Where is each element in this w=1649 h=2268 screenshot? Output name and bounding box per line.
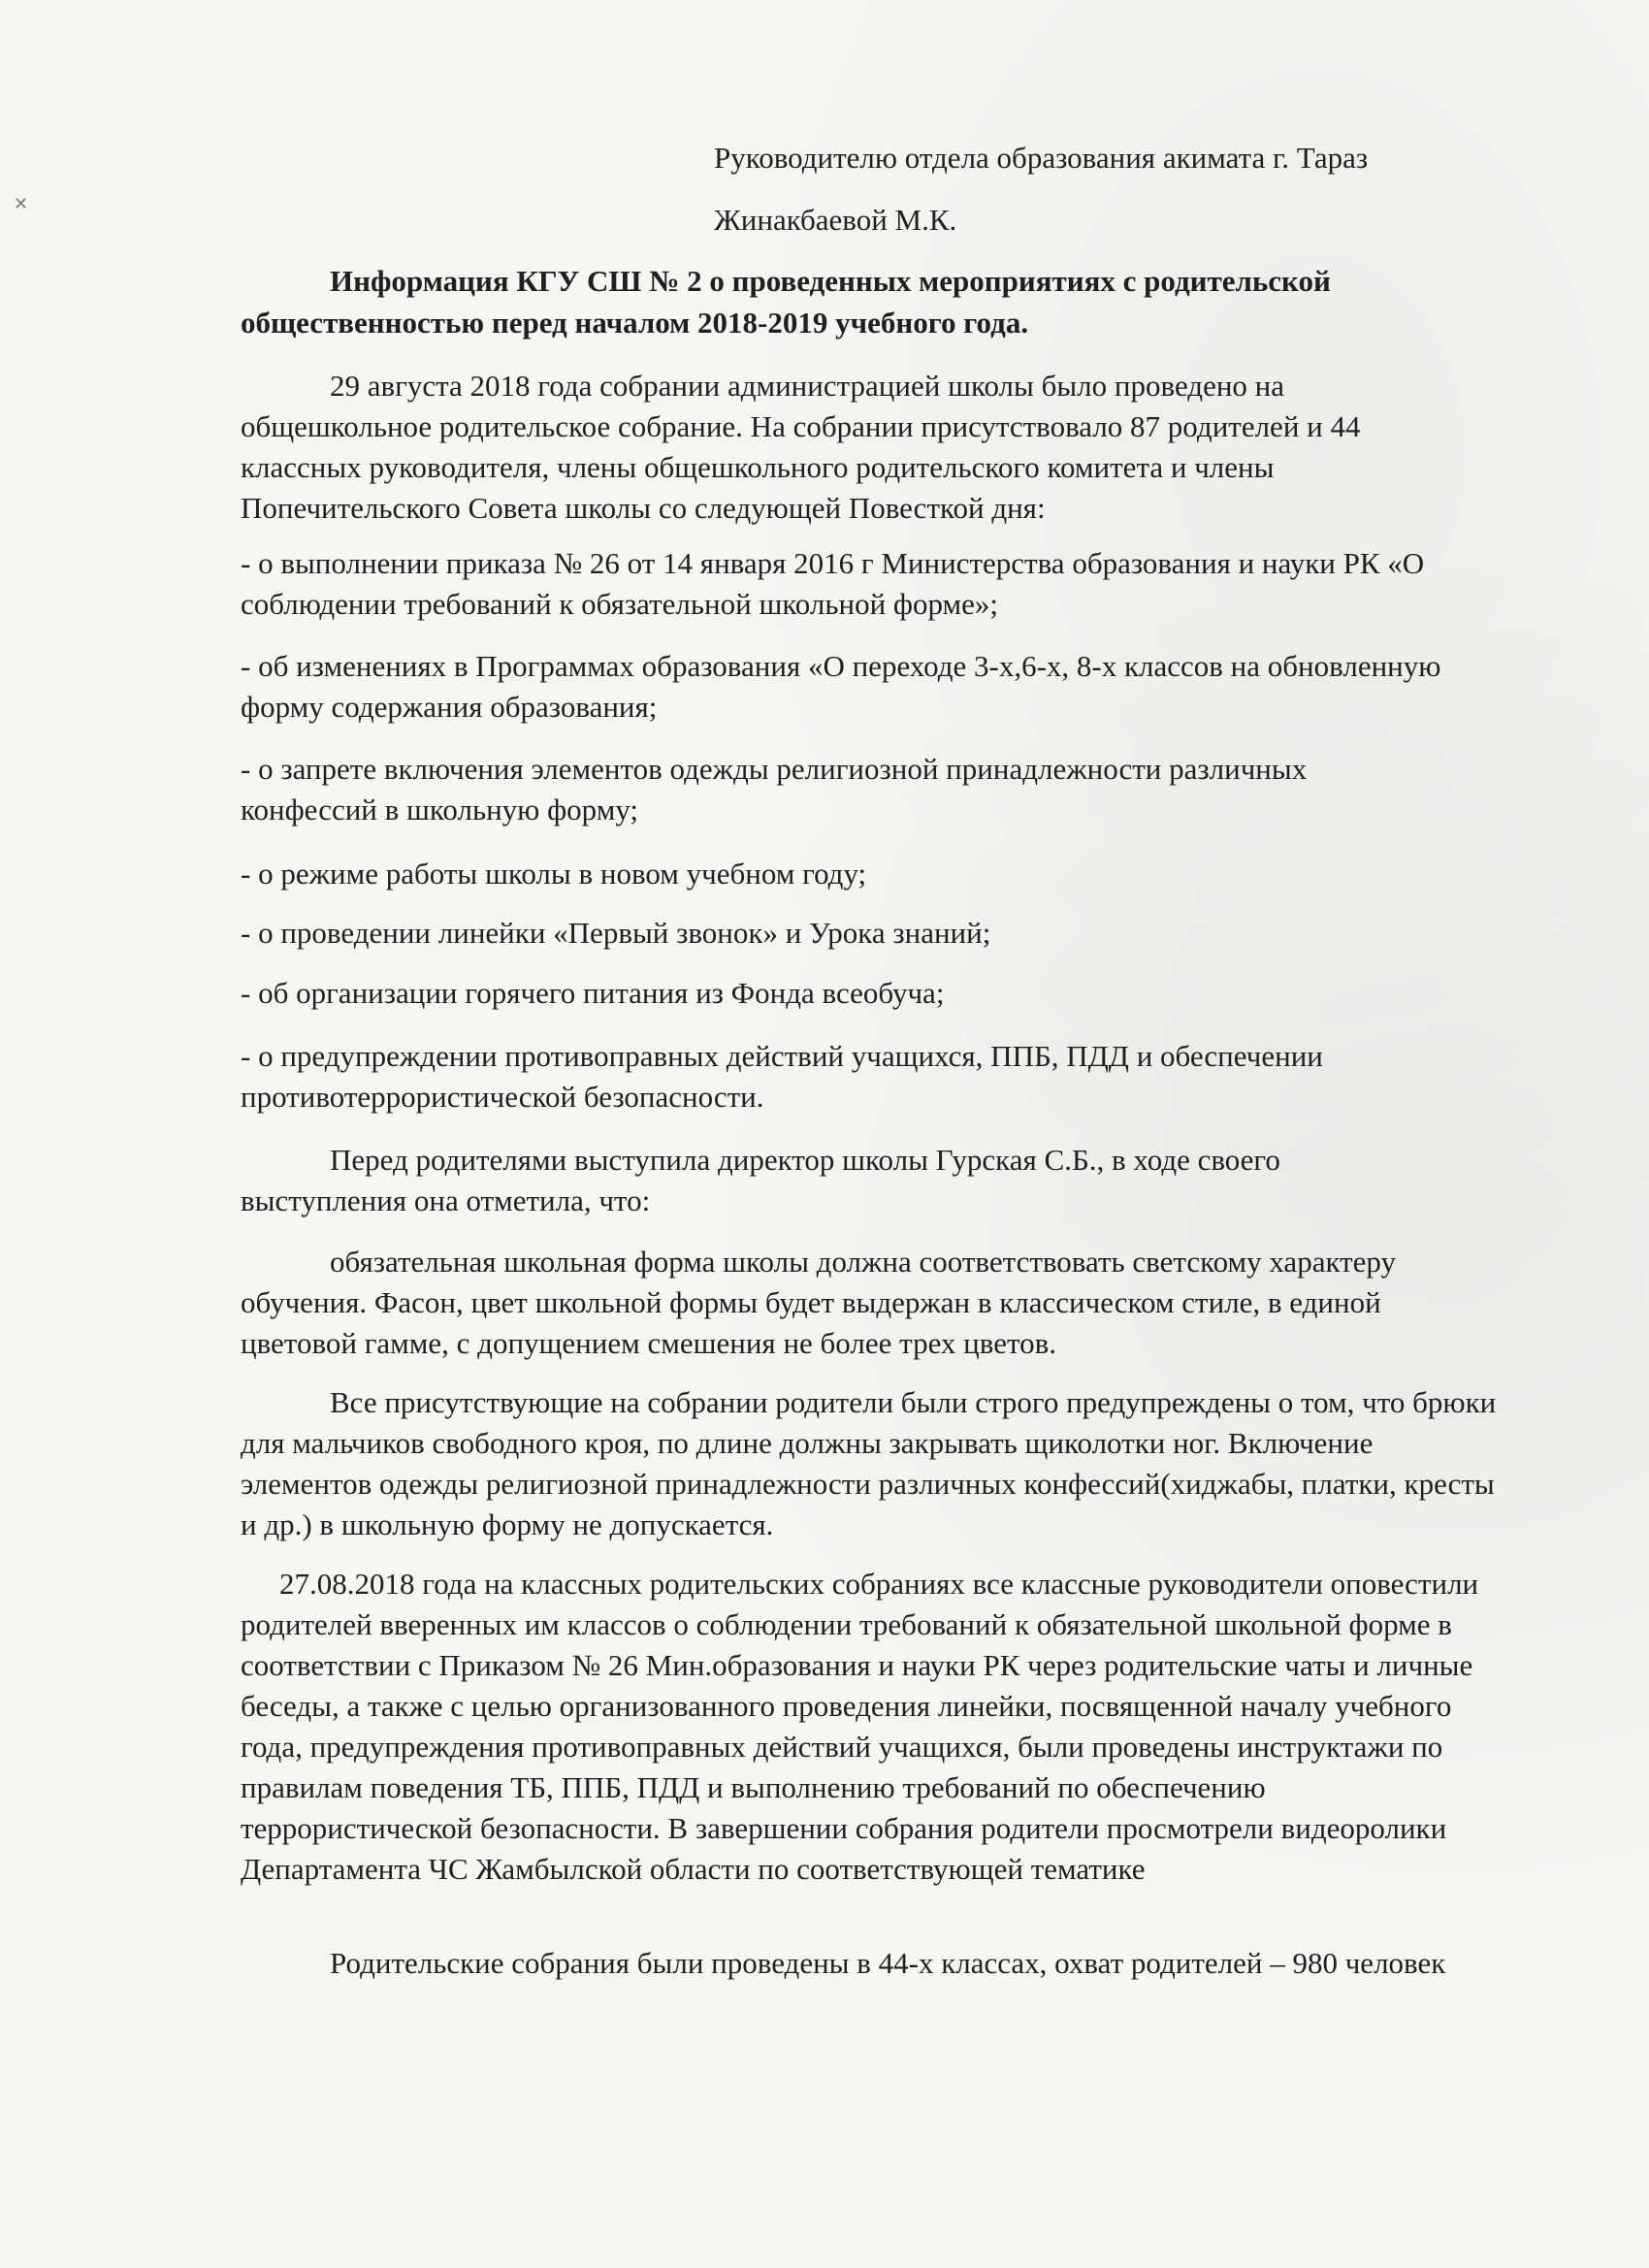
addressee-line-2: Жинакбаевой М.К. xyxy=(714,203,957,237)
intro-paragraph: 29 августа 2018 года собрании администрацией школы было проведено на общешкольное родительское собрание. На собрании присутствовало 87 родителей и 44 классных руководителя, члены общешкольного родительского комитета и члены Попечительского Совета школы со следующей Повесткой дня: xyxy=(241,369,1361,525)
agenda-item-3: - о запрете включения элементов одежды религиозной принадлежности различных конфессий в школьную форму; xyxy=(241,752,1308,826)
document-heading: Информация КГУ СШ № 2 о проведенных мероприятиях с родительской общественностью перед началом 2018-2019 учебного года. xyxy=(241,264,1331,340)
agenda-item-1: - о выполнении приказа № 26 от 14 января 2016 г Министерства образования и науки РК «О соблюдении требований к обязательной школьной форме»; xyxy=(241,546,1425,621)
summary-paragraph: Родительские собрания были проведены в 44-х классах, охват родителей – 980 человек xyxy=(330,1946,1446,1980)
uniform-paragraph: обязательная школьная форма школы должна соответствовать светскому характеру обучения. Фасон, цвет школьной формы будет выдержан в классическом стиле, в единой цветовой гамме, с допущением смешения не более трех цветов. xyxy=(241,1245,1397,1360)
punch-hole-mark: ✕ xyxy=(14,194,29,213)
agenda-item-6: - об организации горячего питания из Фонда всеобуча; xyxy=(241,976,945,1010)
agenda-item-7: - о предупреждении противоправных действий учащихся, ППБ, ПДД и обеспечении противотеррористической безопасности. xyxy=(241,1039,1323,1114)
director-paragraph: Перед родителями выступила директор школы Гурская С.Б., в ходе своего выступления она отметила, что: xyxy=(241,1143,1280,1217)
agenda-item-2: - об изменениях в Программах образования «О переходе 3-х,6-х, 8-х классов на обновленную форму содержания образования; xyxy=(241,649,1441,724)
agenda-item-5: - о проведении линейки «Первый звонок» и Урока знаний; xyxy=(241,916,991,950)
addressee-line-1: Руководителю отдела образования акимата г. Тараз xyxy=(714,141,1369,175)
class-meetings-paragraph: 27.08.2018 года на классных родительских собраниях все классные руководители оповестили родителей вверенных им классов о соблюдении требований к обязательной школьной форме в соответствии с Приказом № 26 Мин.образования и науки РК через родительские чаты и личные беседы, а также с целью организованного проведения линейки, посвященной началу учебного года, предупреждения противоправных действий учащихся, были проведены инструктажи по правилам поведения ТБ, ППБ, ПДД и выполнению требований по обеспечению террористической безопасности. В завершении собрания родители просмотрели видеоролики Департамента ЧС Жамбылской области по соответствующей тематике xyxy=(241,1567,1479,1886)
warning-paragraph: Все присутствующие на собрании родители были строго предупреждены о том, что брюки для мальчиков свободного кроя, по длине должны закрывать щиколотки ног. Включение элементов одежды религиозной принадлежности различных конфессий(хиджабы, платки, кресты и др.) в школьную форму не допускается. xyxy=(241,1385,1497,1541)
agenda-item-4: - о режиме работы школы в новом учебном году; xyxy=(241,857,867,891)
